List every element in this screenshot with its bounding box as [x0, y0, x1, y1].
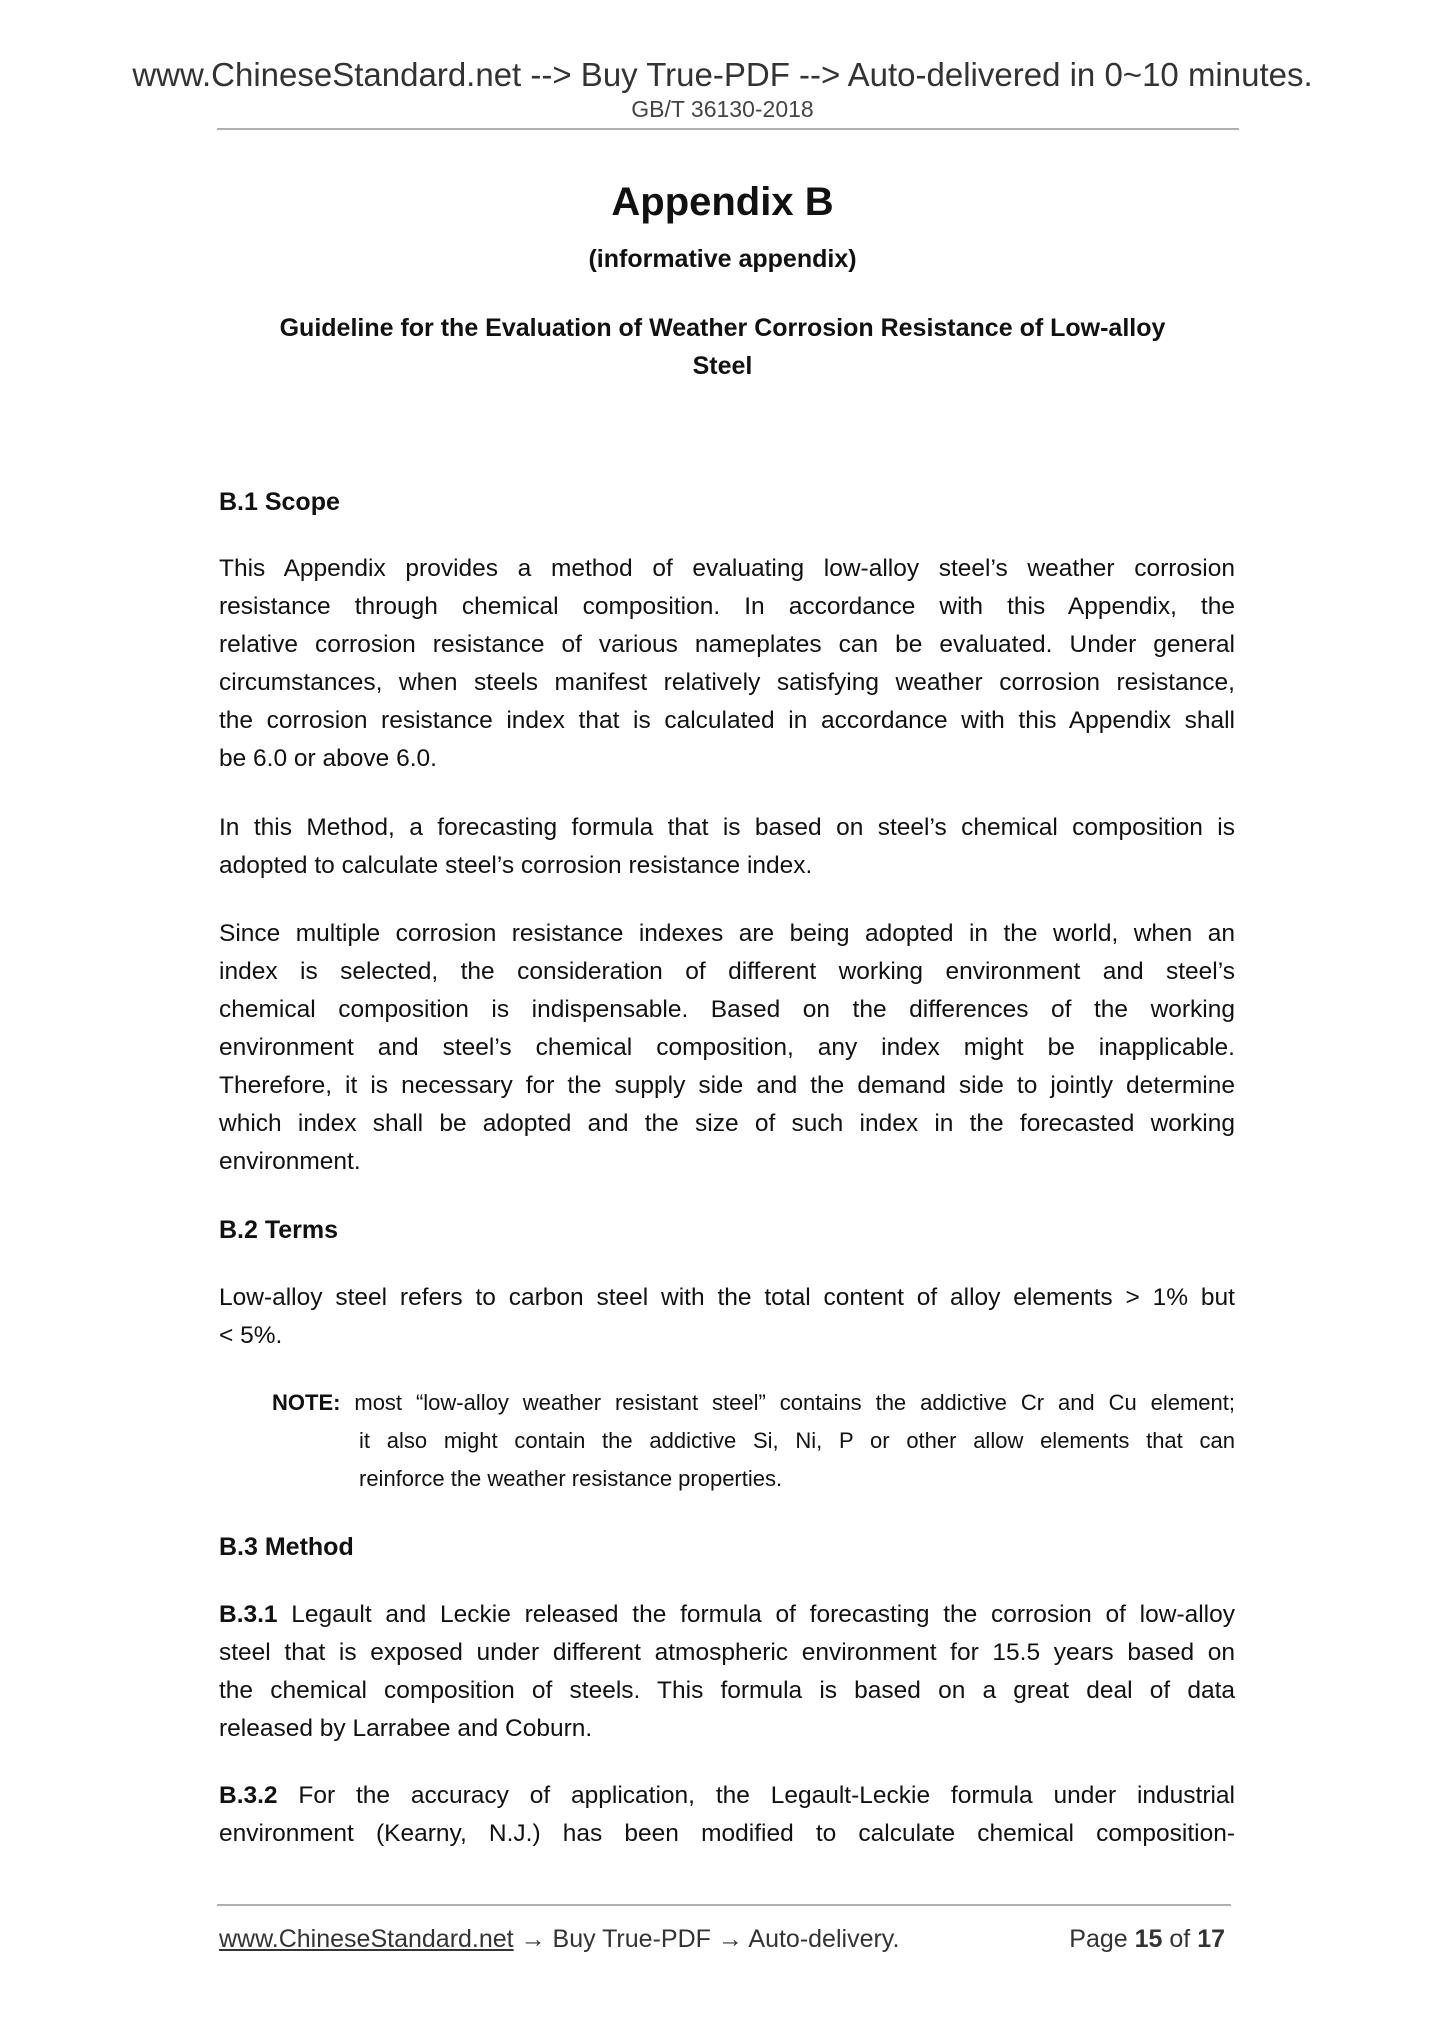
para-line: chemical composition is indispensable. Based on the differences of the working: [219, 996, 1235, 1023]
current-page: 15: [1134, 1925, 1163, 1953]
of-word: of: [1169, 1925, 1191, 1953]
para-line: environment (Kearny, N.J.) has been modified to calculate chemical composition-: [219, 1820, 1235, 1847]
para-line: the corrosion resistance index that is calculated in accordance with this Appendix shall: [219, 707, 1235, 734]
para-line: adopted to calculate steel’s corrosion resistance index.: [219, 852, 813, 879]
section-b1-heading: B.1 Scope: [219, 488, 340, 516]
para-line: steel that is exposed under different atmospheric environment for 15.5 years based on: [219, 1639, 1235, 1666]
para-line: Since multiple corrosion resistance indexes are being adopted in the world, when an: [219, 920, 1235, 947]
page-indicator: [1069, 1925, 1225, 1954]
page-word: Page: [1069, 1925, 1128, 1953]
clause-text: For the accuracy of application, the Legault-Leckie formula under industrial: [277, 1782, 1235, 1809]
b2-paragraph-1: [219, 1279, 1235, 1355]
footer-link[interactable]: www.ChineseStandard.net: [219, 1925, 514, 1953]
guideline-line: Guideline for the Evaluation of Weather Corrosion Resistance of Low-alloy: [279, 314, 1166, 342]
para-line: index is selected, the consideration of different working environment and steel’s: [219, 958, 1235, 985]
clause-number: B.3.1: [219, 1601, 278, 1628]
para-line: Low-alloy steel refers to carbon steel with the total content of alloy elements > 1% but: [219, 1284, 1235, 1311]
para-line: Therefore, it is necessary for the supply side and the demand side to jointly determine: [219, 1072, 1235, 1099]
appendix-subtitle: (informative appendix): [588, 245, 857, 273]
para-line: resistance through chemical composition. In accordance with this Appendix, the: [219, 593, 1235, 620]
clause-text: Legault and Leckie released the formula of forecasting the corrosion of low-alloy: [277, 1601, 1235, 1628]
para-line: circumstances, when steels manifest relatively satisfying weather corrosion resistance,: [219, 669, 1235, 696]
footer-tail: → Buy True-PDF → Auto-delivery.: [513, 1925, 900, 1953]
para-line: released by Larrabee and Coburn.: [219, 1715, 593, 1742]
para-line: environment and steel’s chemical composition, any index might be inapplicable.: [219, 1034, 1235, 1061]
para-line: [219, 1777, 1235, 1815]
footer-divider: [217, 1904, 1231, 1906]
note-text: most “low-alloy weather resistant steel” contains the addictive Cr and Cu element;: [340, 1390, 1235, 1415]
header-divider: [217, 128, 1239, 130]
b1-paragraph-2: [219, 809, 1235, 885]
standard-number: GB/T 36130-2018: [631, 96, 814, 122]
footer-promo: [219, 1925, 899, 1954]
b3-1-paragraph: [219, 1596, 1235, 1748]
para-line: which index shall be adopted and the size of such index in the forecasted working: [219, 1110, 1235, 1137]
b1-paragraph-1: [219, 550, 1235, 778]
appendix-title: Appendix B: [611, 180, 834, 224]
b1-paragraph-3: [219, 915, 1235, 1181]
b3-2-paragraph: [219, 1777, 1235, 1853]
note-line: reinforce the weather resistance properties.: [359, 1466, 783, 1491]
note-label: NOTE:: [272, 1390, 341, 1415]
para-line: the chemical composition of steels. This formula is based on a great deal of data: [219, 1677, 1235, 1704]
guideline-title: [0, 309, 1445, 385]
section-b3-heading: B.3 Method: [219, 1533, 354, 1561]
note-line: it also might contain the addictive Si, Ni, P or other allow elements that can: [359, 1428, 1235, 1453]
para-line: < 5%.: [219, 1322, 283, 1349]
total-pages: 17: [1197, 1925, 1225, 1953]
header-banner: www.ChineseStandard.net --> Buy True-PDF --> Auto-delivered in 0~10 minutes.: [132, 56, 1313, 93]
para-line: In this Method, a forecasting formula that is based on steel’s chemical composition is: [219, 814, 1235, 841]
note-line: [272, 1384, 1235, 1422]
para-line: This Appendix provides a method of evaluating low-alloy steel’s weather corrosion: [219, 555, 1235, 582]
guideline-line: Steel: [692, 352, 753, 380]
para-line: [219, 1596, 1235, 1634]
b2-note: [272, 1384, 1235, 1498]
para-line: environment.: [219, 1148, 361, 1175]
section-b2-heading: B.2 Terms: [219, 1216, 339, 1244]
para-line: relative corrosion resistance of various nameplates can be evaluated. Under general: [219, 631, 1235, 658]
clause-number: B.3.2: [219, 1782, 278, 1809]
para-line: be 6.0 or above 6.0.: [219, 745, 437, 772]
